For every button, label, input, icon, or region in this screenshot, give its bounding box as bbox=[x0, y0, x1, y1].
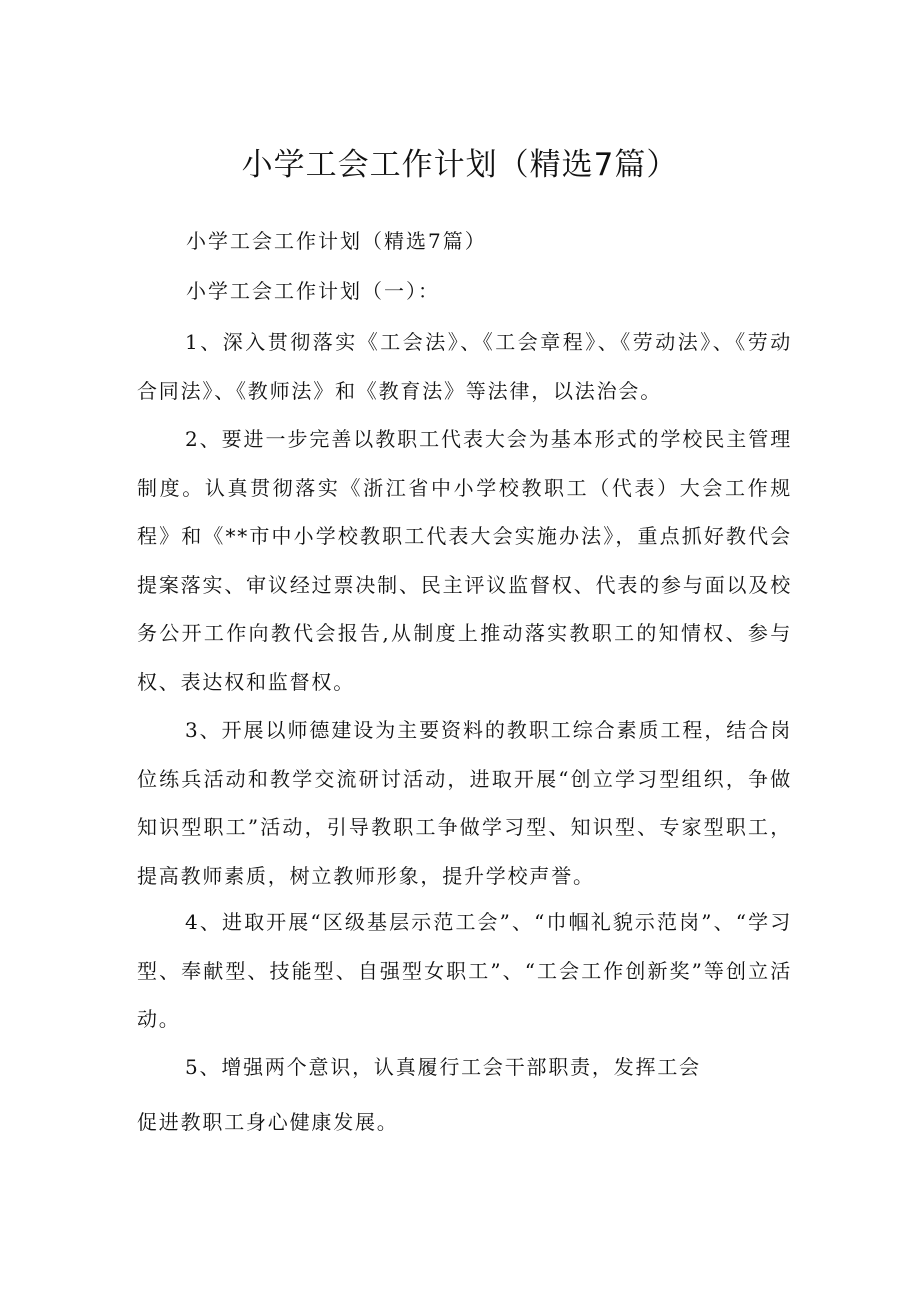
paragraph-1: 1、深入贯彻落实《工会法》、《工会章程》、《劳动法》、《劳动合同法》、《教师法》和《教育法》等法律，以法治会。 bbox=[137, 330, 792, 403]
closing-line: 促进教职工身心健康发展。 bbox=[137, 1110, 399, 1134]
document-title: 小学工会工作计划（精选7篇） bbox=[241, 147, 679, 183]
paragraph-2: 2、要进一步完善以教职工代表大会为基本形式的学校民主管理制度。认真贯彻落实《浙江省中小学校教职工（代表）大会工作规程》和《**市中小学校教职工代表大会实施办法》，重点抓好教代会提案落实、审议经过票决制、民主评议监督权、代表的参与面以及校务公开工作向教代会报告,从制度上推动落实教职工的知情权、参与权、表达权和监督权。 bbox=[137, 427, 792, 694]
paragraph-4: 4、进取开展“区级基层示范工会”、“巾帼礼貌示范岗”、“学习型、奉献型、技能型、自强型女职工”、“工会工作创新奖”等创立活动。 bbox=[137, 910, 792, 1031]
document-subtitle: 小学工会工作计划（精选7篇） bbox=[186, 229, 487, 253]
paragraph-5: 5、增强两个意识，认真履行工会干部职责，发挥工会 bbox=[185, 1055, 701, 1079]
paragraph-3: 3、开展以师德建设为主要资料的教职工综合素质工程，结合岗位练兵活动和教学交流研讨活动，进取开展“创立学习型组织，争做知识型职工”活动，引导教职工争做学习型、知识型、专家型职工，提高教师素质，树立教师形象，提升学校声誉。 bbox=[137, 718, 792, 888]
section-heading: 小学工会工作计划（一）： bbox=[186, 279, 440, 303]
